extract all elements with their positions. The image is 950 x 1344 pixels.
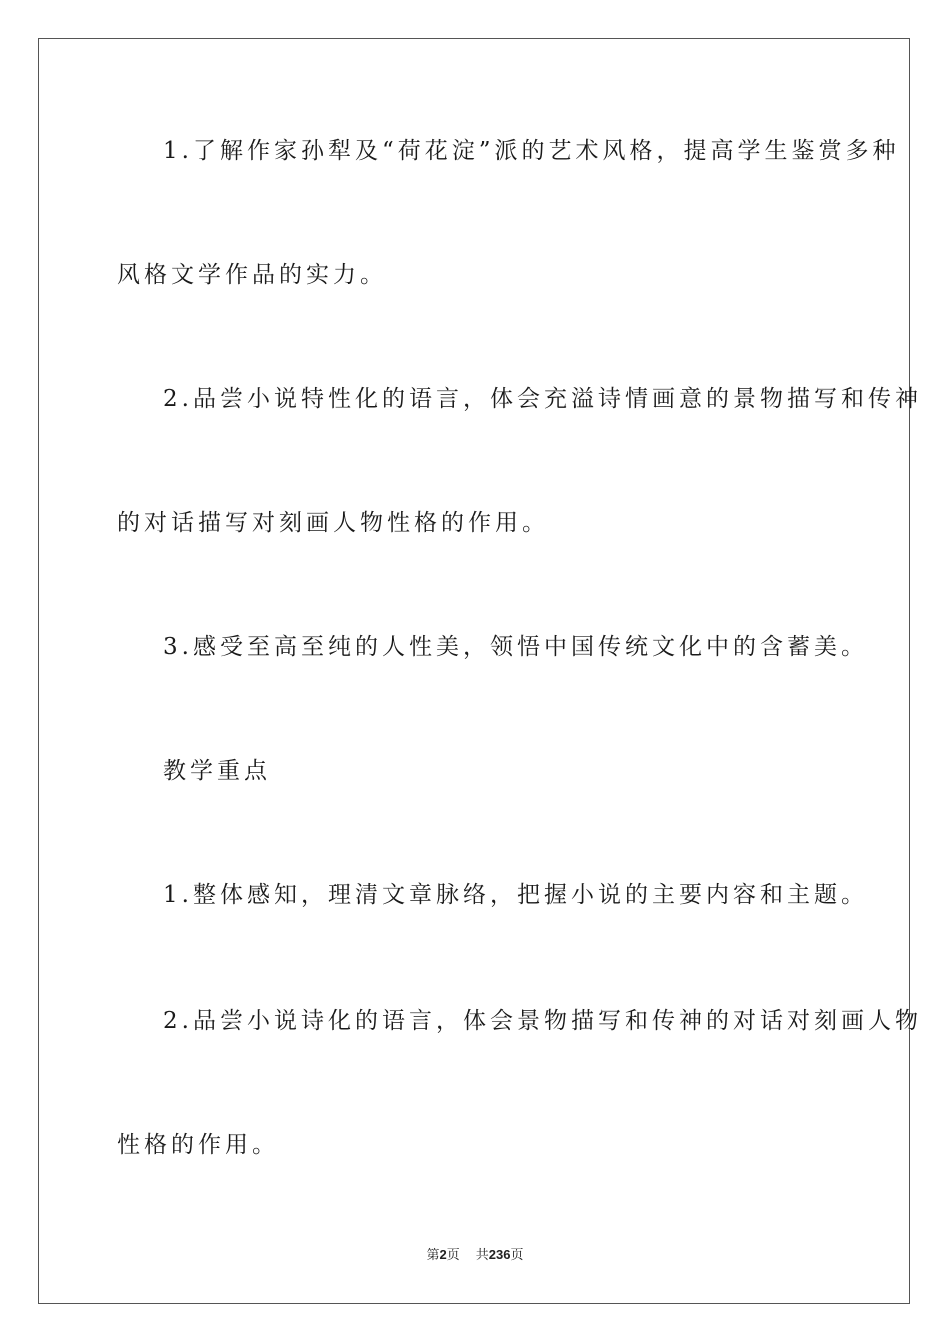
footer-total-suffix: 页	[510, 1248, 524, 1263]
footer-total-prefix: 共	[475, 1248, 489, 1263]
focus-2-line-1: 2.品尝小说诗化的语言，体会景物描写和传神的对话对刻画人物	[163, 1008, 922, 1034]
page-frame	[38, 38, 910, 1304]
objective-3-line-1: 3.感受至高至纯的人性美，领悟中国传统文化中的含蓄美。	[163, 634, 868, 660]
footer-total-pages: 236	[488, 1247, 511, 1262]
objective-2-line-2: 的对话描写对刻画人物性格的作用。	[117, 510, 549, 536]
footer-page-number: 2	[439, 1247, 447, 1262]
objective-1-line-2: 风格文学作品的实力。	[117, 262, 387, 288]
focus-2-line-2: 性格的作用。	[117, 1132, 279, 1158]
section-heading-teaching-focus: 教学重点	[163, 758, 271, 784]
footer-page-prefix: 第	[426, 1248, 440, 1263]
objective-1-line-1: 1.了解作家孙犁及“荷花淀”派的艺术风格，提高学生鉴赏多种	[163, 138, 900, 164]
footer-page-suffix: 页	[446, 1248, 460, 1263]
objective-2-line-1: 2.品尝小说特性化的语言，体会充溢诗情画意的景物描写和传神	[163, 386, 922, 412]
page-footer	[0, 1244, 950, 1263]
focus-1-line-1: 1.整体感知，理清文章脉络，把握小说的主要内容和主题。	[163, 882, 868, 908]
